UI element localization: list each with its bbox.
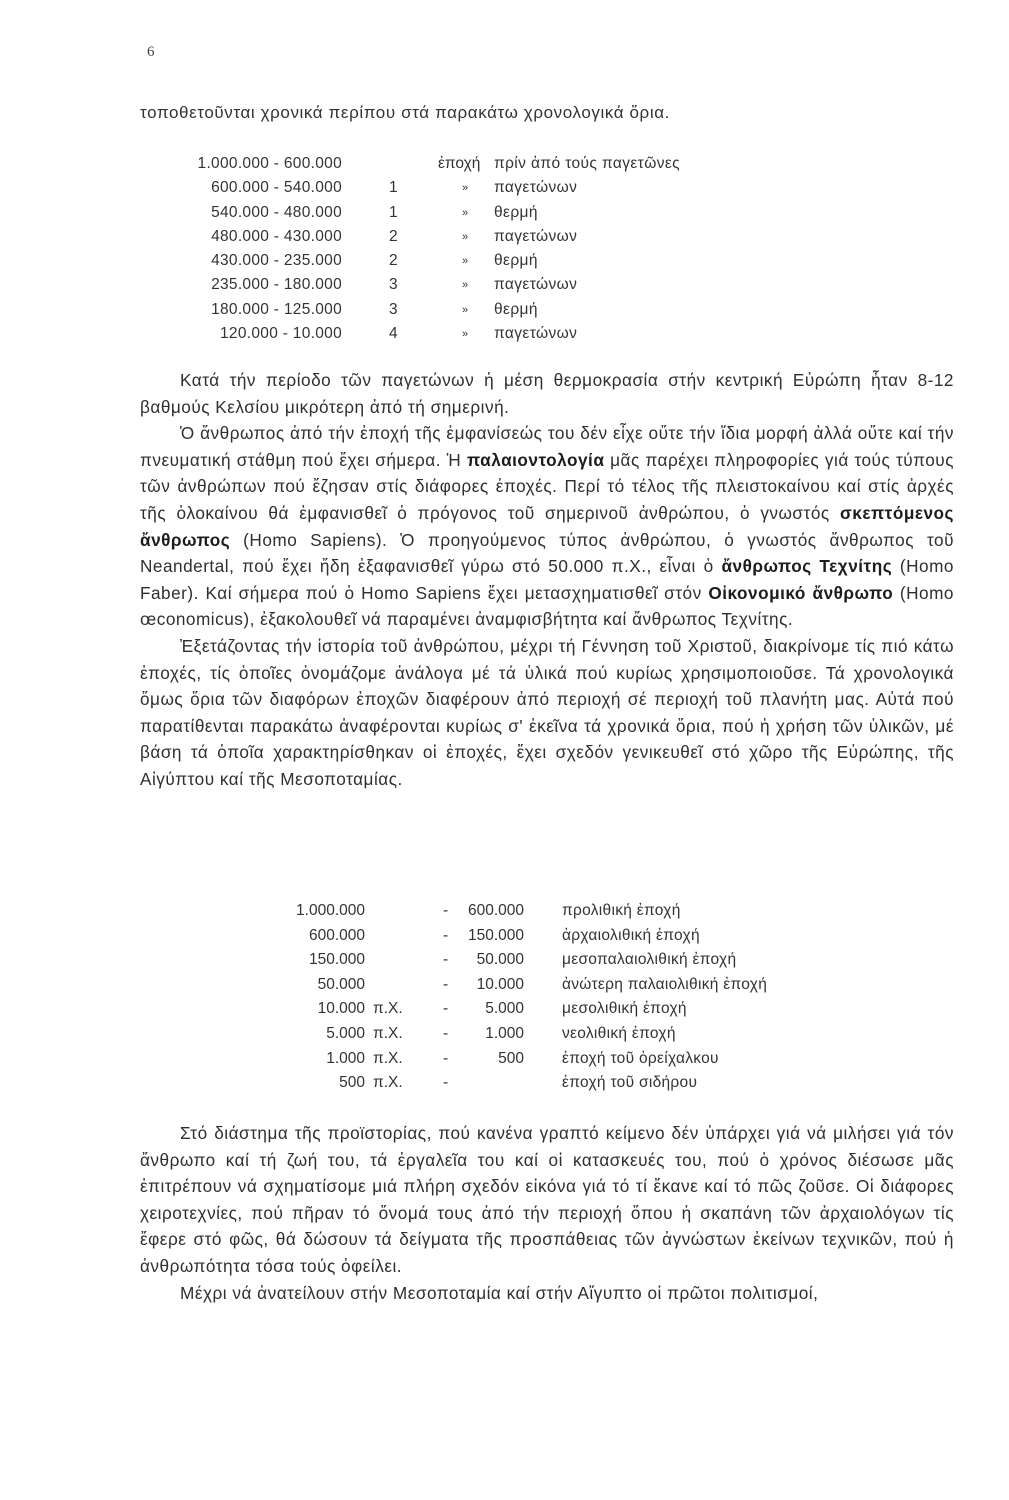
era-name: ἀρχαιολιθική ἐποχή (562, 926, 700, 944)
glacial-range: 600.000 - 540.000 (211, 179, 342, 197)
era-from: 5.000 (326, 1024, 365, 1042)
glacial-description: θερμή (494, 203, 538, 221)
era-from: 1.000.000 (296, 902, 365, 919)
text-block-lower (140, 1120, 954, 1306)
era-to: 1.000 (485, 1024, 524, 1042)
glacial-row (142, 228, 782, 252)
era-row (250, 1074, 770, 1099)
intro-line: τοποθετοῦνται χρονικά περίπου στά παρακάτω χρονολογικά ὅρια. (140, 103, 670, 122)
glacial-number: 3 (389, 300, 398, 318)
paragraph-temperature: Κατά τήν περίοδο τῶν παγετώνων ἡ μέση θερμοκρασία στήν κεντρική Εὐρώπη ἦταν 8-12 βαθμούς Κελσίου μικρότερη ἀπό τή σημερινή. (140, 370, 954, 417)
p2-text-5: (Homo œconomicus), ἐξακολουθεῖ νά παραμένει ἀναμφισβήτητα καί ἄνθρωπος Τεχνίτης. (140, 582, 954, 630)
era-to: 10.000 (476, 975, 524, 993)
glacial-description: θερμή (494, 252, 538, 270)
text-block-upper (140, 367, 954, 793)
glacial-number: 2 (389, 227, 398, 245)
glacial-ditto: » (462, 206, 469, 219)
era-dash: - (443, 1049, 449, 1067)
glacial-description: πρίν ἀπό τούς παγετῶνες (494, 155, 681, 172)
era-from: 500 (339, 1074, 365, 1092)
paragraph-prehistory: Στό διάστημα τῆς προϊστορίας, πού κανένα γραπτό κείμενο δέν ὑπάρχει γιά νά μιλήσει γιά τόν ἄνθρωπο καί τή ζωή του, τά ἐργαλεῖα του καί οἱ κατασκευές του, πού ὁ χρόνος διέσωσε μᾶς ἐπιτρέπουν νά σχηματίσομε μιά πλήρη σχεδόν εἰκόνα γιά τό τί ἔκανε καί τό πῶς ζοῦσε. Οἱ διάφορες χειροτεχνίες, πού πῆραν τό ὄνομά τους ἀπό τήν περιοχή ὅπου ἡ σκαπάνη τῶν ἀρχαιολόγων τίς ἔφερε στό φῶς, θά δώσουν τά δείγματα τῆς προσπάθειας τῶν ἀγνώστων ἐκείνων τεχνικῶν, πού ἡ ἀνθρωπότητα τόσα τούς ὀφείλει. (140, 1123, 954, 1276)
p2-text-3: (Homo Sapiens). Ὁ προηγούμενος τύπος ἀνθρώπου, ὁ γνωστός ἄνθρωπος τοῦ Neandertal, πού ἔχει ἤδη ἐξαφανισθεῖ γύρω στό 50.000 π.Χ., εἶναι ὁ (140, 529, 954, 577)
era-to: 5.000 (485, 1000, 524, 1018)
era-dash: - (443, 1024, 449, 1042)
glacial-range: 120.000 - 10.000 (219, 325, 342, 343)
glacial-range: 540.000 - 480.000 (211, 203, 342, 221)
paragraph-history-eras: Ἐξετάζοντας τήν ἱστορία τοῦ ἀνθρώπου, μέχρι τή Γέννηση τοῦ Χριστοῦ, διακρίνομε τίς πιό κάτω ἐποχές, τίς ὁποῖες ὀνομάζομε ἀνάλογα μέ τά ὑλικά πού κυρίως χρησιμοποιοῦσε. Τά χρονολογικά ὅμως ὅρια τῶν διαφόρων ἐποχῶν διαφέρουν ἀπό περιοχή σέ περιοχή τοῦ πλανήτη μας. Αὐτά πού παρατίθενται παρακάτω ἀναφέρονται κυρίως σ' ἐκεῖνα τά χρονικά ὅρια, πού ἡ χρήση τῶν ὑλικῶν, μέ βάση τά ὁποῖα χαρακτηρίσθηκαν οἱ ἐποχές, ἔχει σχεδόν γενικευθεῖ στό χῶρο τῆς Εὐρώπης, τῆς Αἰγύπτου καί τῆς Μεσοποταμίας. (140, 635, 954, 789)
era-name: νεολιθική ἐποχή (562, 1024, 676, 1042)
glacial-range: 430.000 - 235.000 (211, 252, 342, 270)
glacial-description: παγετώνων (494, 276, 578, 294)
glacial-row (142, 325, 782, 349)
glacial-description: παγετώνων (494, 227, 578, 245)
era-row (250, 1000, 770, 1025)
era-bc-label: π.Χ. (373, 1000, 403, 1018)
glacial-periods-table (142, 155, 782, 349)
paragraph-civilizations: Μέχρι νά ἀνατείλουν στήν Μεσοποταμία καί στήν Αἴγυπτο οἱ πρῶτοι πολιτισμοί, (180, 1282, 819, 1303)
era-dash: - (443, 926, 449, 944)
era-bc-label: π.Χ. (373, 1024, 403, 1042)
term-paleontology: παλαιοντολογία (466, 449, 605, 470)
era-name: προλιθική ἐποχή (562, 902, 681, 919)
era-row (250, 927, 770, 952)
glacial-number: 1 (389, 179, 398, 197)
era-row (250, 1050, 770, 1075)
glacial-range: 480.000 - 430.000 (211, 227, 342, 245)
era-row (250, 902, 770, 927)
term-economic-man: Οἰκονομικό ἄνθρωπο (708, 582, 894, 603)
era-to: 150.000 (467, 926, 524, 944)
glacial-description: παγετώνων (494, 179, 578, 197)
glacial-ditto: » (462, 328, 469, 341)
term-craftsman-man: ἄνθρωπος Τεχνίτης (721, 556, 893, 577)
era-row (250, 976, 770, 1001)
era-row (250, 1025, 770, 1050)
glacial-number: 1 (389, 203, 398, 221)
p2-text-4: (Homo Faber). Καί σήμερα πού ὁ Homo Sapiens ἔχει μετασχηματισθεῖ στόν (140, 556, 954, 603)
glacial-row (142, 252, 782, 276)
glacial-row (142, 276, 782, 300)
glacial-range: 235.000 - 180.000 (211, 276, 342, 294)
era-bc-label: π.Χ. (373, 1074, 403, 1092)
era-name: μεσολιθική ἐποχή (562, 1000, 687, 1018)
glacial-range: 180.000 - 125.000 (211, 300, 342, 318)
glacial-ditto: » (462, 255, 469, 268)
glacial-number: 4 (389, 325, 398, 343)
glacial-number: 3 (389, 276, 398, 294)
prehistoric-eras-table (250, 902, 770, 1099)
glacial-ditto: » (462, 279, 469, 292)
era-dash: - (443, 951, 449, 969)
paragraph-human-types (140, 420, 954, 633)
p2-text-2: μᾶς παρέχει πληροφορίες γιά τούς τύπους τῶν ἀνθρώπων πού ἔζησαν στίς διάφορες ἐποχές. Περί τό τέλος τῆς πλειστοκαίνου καί στίς ἀρχές τῆς ὁλοκαίνου θά ἐμφανισθεῖ ὁ πρόγονος τοῦ σημερινοῦ ἀνθρώπου, ὁ γνωστός (140, 449, 954, 523)
era-dash: - (443, 975, 449, 993)
glacial-row (142, 301, 782, 325)
glacial-ditto: » (462, 303, 469, 316)
glacial-row (142, 204, 782, 228)
era-from: 50.000 (317, 975, 365, 993)
glacial-ditto: » (462, 182, 469, 195)
glacial-row (142, 155, 782, 179)
era-to: 50.000 (476, 951, 524, 969)
era-to: 500 (498, 1049, 524, 1067)
era-to: 600.000 (467, 902, 524, 919)
era-from: 150.000 (308, 951, 365, 969)
glacial-number: 2 (389, 252, 398, 270)
glacial-description: παγετώνων (494, 325, 578, 343)
page-number: 6 (147, 44, 155, 60)
term-thinking-man: σκεπτόμενος ἄνθρωπος (140, 502, 954, 550)
era-row (250, 951, 770, 976)
era-name: ἐποχή τοῦ ὀρείχαλκου (562, 1049, 719, 1067)
p2-text-1: Ὁ ἄνθρωπος ἀπό τήν ἐποχή τῆς ἐμφανίσεώς του δέν εἶχε οὔτε τήν ἴδια μορφή ἀλλά οὔτε καί τήν πνευματική στάθμη πού ἔχει σήμερα. Ἡ (140, 423, 954, 470)
era-dash: - (443, 902, 449, 919)
era-dash: - (443, 1000, 449, 1018)
era-from: 600.000 (308, 926, 365, 944)
era-bc-label: π.Χ. (373, 1049, 403, 1067)
era-dash: - (443, 1074, 449, 1092)
era-name: ἀνώτερη παλαιολιθική ἐποχή (562, 975, 768, 993)
era-name: μεσοπαλαιολιθική ἐποχή (562, 951, 737, 969)
era-name: ἐποχή τοῦ σιδήρου (562, 1074, 698, 1092)
glacial-epoch: ἐποχή (438, 155, 481, 172)
glacial-row (142, 179, 782, 203)
glacial-description: θερμή (494, 300, 538, 318)
era-from: 10.000 (317, 1000, 365, 1018)
era-from: 1.000 (326, 1049, 365, 1067)
glacial-range: 1.000.000 - 600.000 (197, 155, 342, 172)
glacial-ditto: » (462, 230, 469, 243)
